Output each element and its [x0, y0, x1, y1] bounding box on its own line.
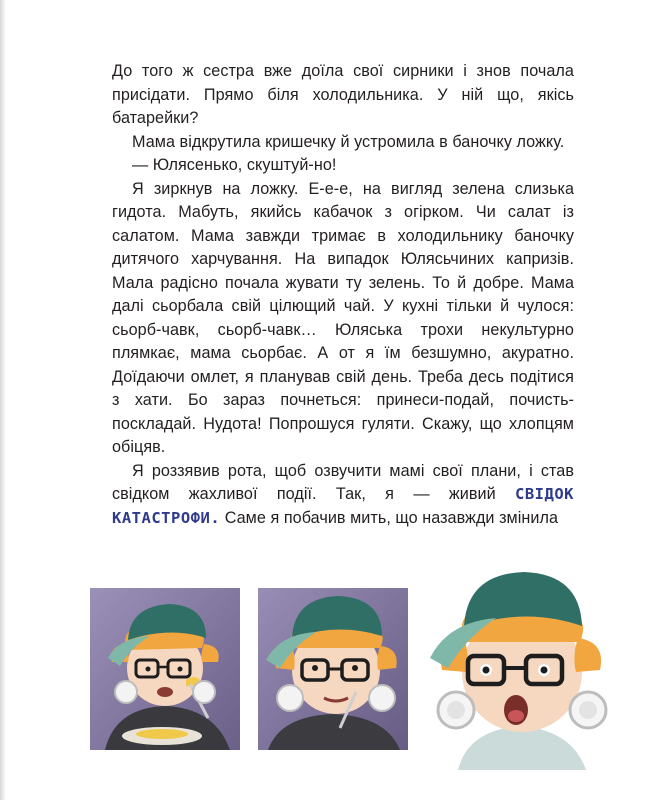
paragraph-1: До того ж сестра вже доїла свої сирники і знов почала присідати. Прямо біля холодильника. У ній що, якісь батарейки? — [112, 62, 574, 127]
boy-shocked-illustration — [420, 560, 620, 770]
paragraph-dialog: — Юлясенько, скуштуй-но! — [132, 156, 337, 174]
story-text — [112, 60, 574, 530]
emphasis-catastrophe: СВІДОК КАТАСТРОФИ. — [112, 485, 574, 527]
illustration-panel-1 — [90, 588, 240, 750]
boy-looking-up-illustration — [258, 588, 408, 750]
paragraph-3: Я зиркнув на ложку. Е-е-е, на вигляд зелена слизька гидота. Мабуть, якийсь кабачок з огірком. Чи салат із салатом. Мама завжди тримає в холодильнику баночку дитячого харчування. На випадок Юлясьчиних капризів. Мала радісно почала жувати ту зелень. То й добре. Мама далі сьорбала свій цілющий чай. У кухні тільки й чулося: сьорб-чавк, сьорб-чавк… Юляська трохи некультурно плямкає, мама сьорбає. А от я їм безшумно, акуратно. Доїдаючи омлет, я планував свій день. Треба десь подітися з хати. Бо зараз почнеться: принеси-подай, почисть-поскладай. Нудота! Попрошуся гуляти. Скажу, що хлопцям обіцяв. — [112, 179, 574, 456]
paragraph-4-end: Саме я побачив мить, що назавжди змінила — [220, 508, 559, 527]
paragraph-4-start: Я роззявив рота, щоб озвучити мамі свої плани, і став свідком жахливої події. Так, я — живий — [112, 461, 574, 503]
boy-eating-omelet-illustration — [90, 588, 240, 750]
paragraph-2: Мама відкрутила кришечку й устромила в баночку ложку. — [132, 132, 565, 151]
illustration-panel-3 — [420, 560, 620, 770]
illustration-strip — [0, 560, 653, 800]
illustration-panel-2 — [258, 588, 408, 750]
paragraph-4 — [112, 460, 574, 531]
